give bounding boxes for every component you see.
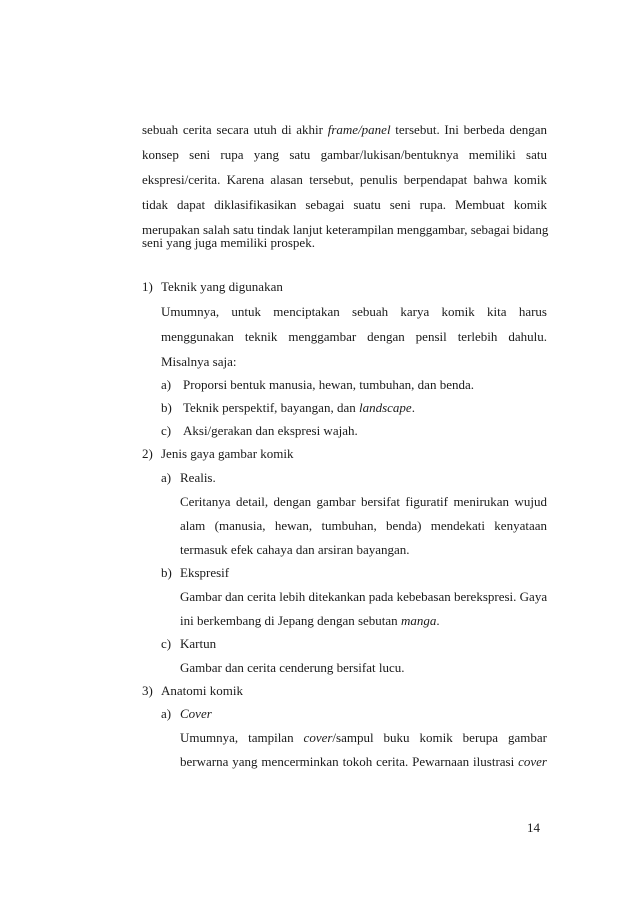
section-2-title: Jenis gaya gambar komik	[161, 446, 294, 461]
section-2-number: 2)	[142, 446, 153, 461]
section-2-a-line-1: Ceritanya detail, dengan gambar bersifat figuratif menirukan wujud	[180, 494, 547, 509]
section-1-item-c-letter: c)	[161, 423, 172, 438]
section-2-b-letter: b)	[161, 565, 172, 580]
section-2-b-title: Ekspresif	[180, 565, 230, 580]
section-3-a-title: Cover	[180, 706, 212, 721]
intro-line-1: sebuah cerita secara utuh di akhir frame/panel tersebut. Ini berbeda dengan	[142, 122, 547, 137]
section-3-a-letter: a)	[161, 706, 172, 721]
section-2-c-letter: c)	[161, 636, 172, 651]
section-1-item-c-text: Aksi/gerakan dan ekspresi wajah.	[183, 423, 358, 438]
section-1-line-1: Umumnya, untuk menciptakan sebuah karya komik kita harus	[161, 304, 547, 319]
section-2-a-title: Realis.	[180, 470, 216, 485]
section-1-item-a-letter: a)	[161, 377, 172, 392]
section-1-title: Teknik yang digunakan	[161, 279, 283, 294]
section-1-item-a-text: Proporsi bentuk manusia, hewan, tumbuhan, dan benda.	[183, 377, 474, 392]
section-2-a-line-3: termasuk efek cahaya dan arsiran bayangan.	[180, 542, 410, 557]
section-2-a-line-2: alam (manusia, hewan, tumbuhan, benda) mendekati kenyataan	[180, 518, 547, 533]
section-2-c-line-1: Gambar dan cerita cenderung bersifat lucu.	[180, 660, 405, 675]
intro-line-2: konsep seni rupa yang satu gambar/lukisan/bentuknya memiliki satu	[142, 147, 547, 162]
section-2-a-letter: a)	[161, 470, 172, 485]
section-2-b-line-2: ini berkembang di Jepang dengan sebutan manga.	[180, 613, 440, 628]
intro-line-5: merupakan salah satu tindak lanjut keterampilan menggambar, sebagai bidang	[142, 222, 549, 237]
page-number: 14	[527, 820, 540, 835]
section-3-a-line-2: berwarna yang mencerminkan tokoh cerita. Pewarnaan ilustrasi cover	[180, 754, 547, 769]
intro-line-4: tidak dapat diklasifikasikan sebagai suatu seni rupa. Membuat komik	[142, 197, 547, 212]
section-1-item-b-letter: b)	[161, 400, 172, 415]
section-3-a-line-1: Umumnya, tampilan cover/sampul buku komik berupa gambar	[180, 730, 547, 745]
section-1-item-b-text: Teknik perspektif, bayangan, dan landscape.	[183, 400, 415, 415]
section-1-number: 1)	[142, 279, 153, 294]
section-2-c-title: Kartun	[180, 636, 217, 651]
intro-line-3: ekspresi/cerita. Karena alasan tersebut, penulis berpendapat bahwa komik	[142, 172, 547, 187]
intro-line-6: seni yang juga memiliki prospek.	[142, 235, 315, 250]
section-1-line-3: Misalnya saja:	[161, 354, 237, 369]
section-3-number: 3)	[142, 683, 153, 698]
section-2-b-line-1: Gambar dan cerita lebih ditekankan pada kebebasan berekspresi. Gaya	[180, 589, 548, 604]
section-3-title: Anatomi komik	[161, 683, 243, 698]
section-1-line-2: menggunakan teknik menggambar dengan pensil terlebih dahulu.	[161, 329, 547, 344]
